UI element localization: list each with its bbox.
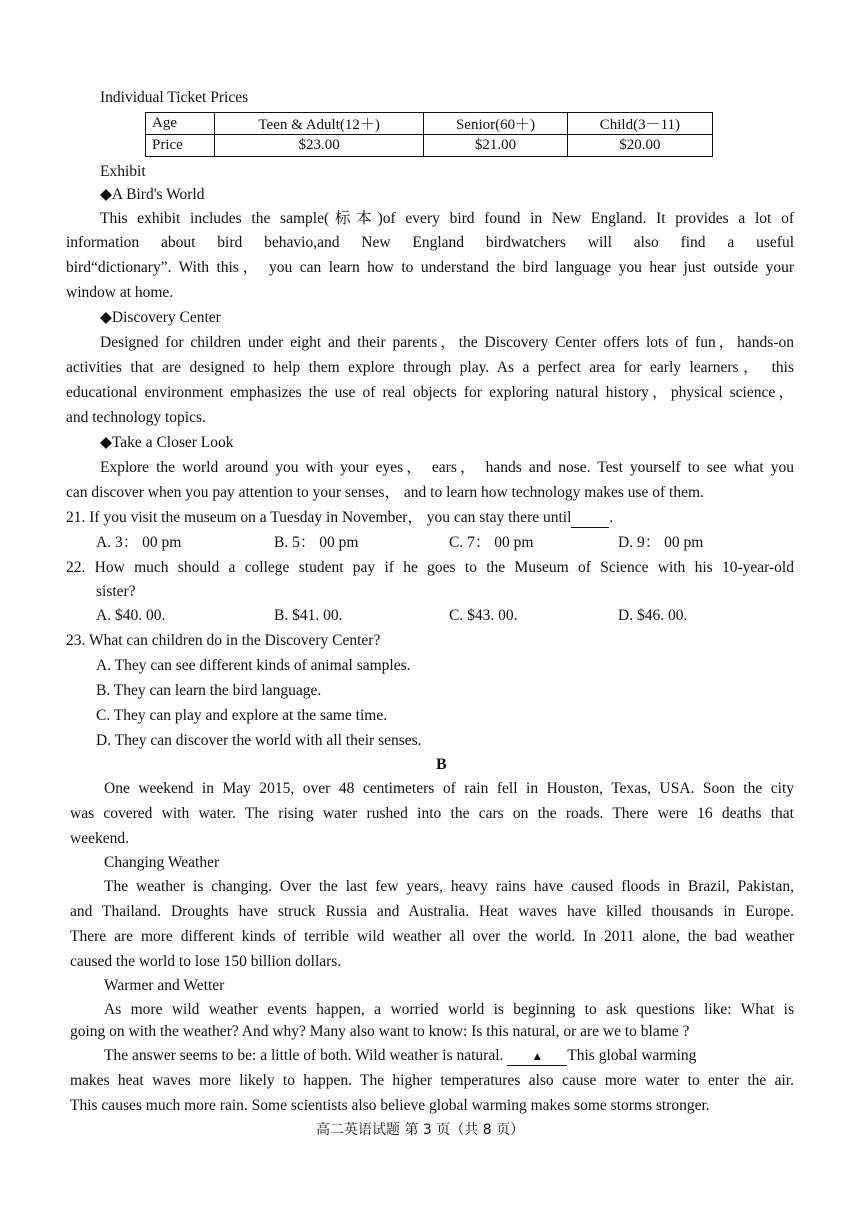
section-heading: Changing Weather <box>104 854 220 871</box>
option-d: D. $46. 00. <box>618 607 688 624</box>
paragraph-line: was covered with water. The rising water rushed into the cars on the roads. There were 16 deaths that <box>70 805 794 822</box>
paragraph-line: This exhibit includes the sample(标本)of every bird found in New England. It provides a lot of <box>100 210 794 227</box>
paragraph-line: activities that are designed to help them explore through play. As a perfect area for early learners， this <box>66 359 794 376</box>
table-header-cell: Teen & Adult(12＋) <box>215 113 424 135</box>
paragraph-line: can discover when you pay attention to your senses， and to learn how technology makes use of them. <box>66 484 704 501</box>
table-header-cell: Age <box>146 113 215 135</box>
question-stem-end: . <box>609 509 614 526</box>
paragraph-line: Designed for children under eight and their parents，the Discovery Center offers lots of fun，hands-on <box>100 334 794 351</box>
table-row <box>146 135 713 157</box>
paragraph-line: One weekend in May 2015, over 48 centimeters of rain fell in Houston, Texas, USA. Soon the city <box>104 780 794 797</box>
option-d: D. 9： 00 pm <box>618 534 704 551</box>
table-cell: $21.00 <box>424 135 567 157</box>
paragraph-line: makes heat waves more likely to happen. The higher temperatures also cause more water to enter the air. <box>70 1072 794 1089</box>
sentence-part: The answer seems to be: a little of both. Wild weather is natural. <box>104 1047 504 1064</box>
paragraph-line: This causes much more rain. Some scientists also believe global warming makes some storms stronger. <box>70 1097 710 1114</box>
table-header-row <box>146 113 713 135</box>
table-cell: $23.00 <box>215 135 424 157</box>
question-22-stem-cont: sister? <box>96 583 136 600</box>
question-stem: 21. If you visit the museum on a Tuesday in November， you can stay there until <box>66 509 572 526</box>
option-c: C. $43. 00. <box>449 607 518 624</box>
answer-blank <box>571 512 609 528</box>
ticket-prices-heading: Individual Ticket Prices <box>100 89 249 106</box>
paragraph-line: educational environment emphasizes the use of real objects for exploring natural history，physical science， <box>66 384 794 401</box>
question-22-stem: 22. How much should a college student pay if he goes to the Museum of Science with his 10-year-old <box>66 559 794 576</box>
sentence-part: This global warming <box>567 1047 697 1064</box>
table-row-label: Price <box>146 135 215 157</box>
section-b-label: B <box>436 756 447 773</box>
page-footer: 高二英语试题 第 3 页（共 8 页） <box>316 1122 525 1138</box>
paragraph-line: bird“dictionary”. With this， you can learn how to understand the bird language you hear just outside your <box>66 259 794 276</box>
option-c: C. 7： 00 pm <box>449 534 534 551</box>
paragraph-line: As more wild weather events happen, a worried world is beginning to ask questions like: What is <box>104 1001 794 1018</box>
table-header-cell: Child(3－11) <box>567 113 712 135</box>
exhibit-title: ◆Discovery Center <box>100 309 221 326</box>
paragraph-line: weekend. <box>70 830 129 847</box>
paragraph-line: and Thailand. Droughts have struck Russia and Australia. Heat waves have killed thousands in Europe. <box>70 903 794 920</box>
question-23-stem: 23. What can children do in the Discovery Center? <box>66 632 381 649</box>
option-a: A. 3： 00 pm <box>96 534 182 551</box>
paragraph-line: window at home. <box>66 284 174 301</box>
option-a: A. $40. 00. <box>96 607 166 624</box>
paragraph-line: going on with the weather? And why? Many also want to know: Is this natural, or are we to blame ? <box>70 1023 690 1040</box>
option-a: A. They can see different kinds of animal samples. <box>96 657 411 674</box>
paragraph-line: Explore the world around you with your eyes， ears， hands and nose. Test yourself to see what you <box>100 459 794 476</box>
option-b: B. $41. 00. <box>274 607 343 624</box>
paragraph-line: caused the world to lose 150 billion dollars. <box>70 953 342 970</box>
option-b: B. They can learn the bird language. <box>96 682 322 699</box>
paragraph-line: information about bird behavio,and New England birdwatchers will also find a useful <box>66 234 794 251</box>
option-c: C. They can play and explore at the same time. <box>96 707 388 724</box>
paragraph-line-with-blank <box>104 1046 696 1066</box>
exhibit-title: ◆Take a Closer Look <box>100 434 234 451</box>
table-cell: $20.00 <box>567 135 712 157</box>
answer-blank-marker: ▲ <box>507 1047 567 1066</box>
exhibit-label: Exhibit <box>100 163 146 180</box>
paragraph-line: and technology topics. <box>66 409 206 426</box>
paragraph-line: There are more different kinds of terrible wild weather all over the world. In 2011 alone, the bad weather <box>70 928 794 945</box>
question-21 <box>66 508 613 528</box>
section-heading: Warmer and Wetter <box>104 977 225 994</box>
ticket-price-table <box>145 112 713 157</box>
option-d: D. They can discover the world with all their senses. <box>96 732 422 749</box>
exhibit-title: ◆A Bird's World <box>100 186 205 203</box>
paragraph-line: The weather is changing. Over the last few years, heavy rains have caused floods in Brazil, Pakistan, <box>104 878 794 895</box>
table-header-cell: Senior(60＋) <box>424 113 567 135</box>
option-b: B. 5： 00 pm <box>274 534 359 551</box>
